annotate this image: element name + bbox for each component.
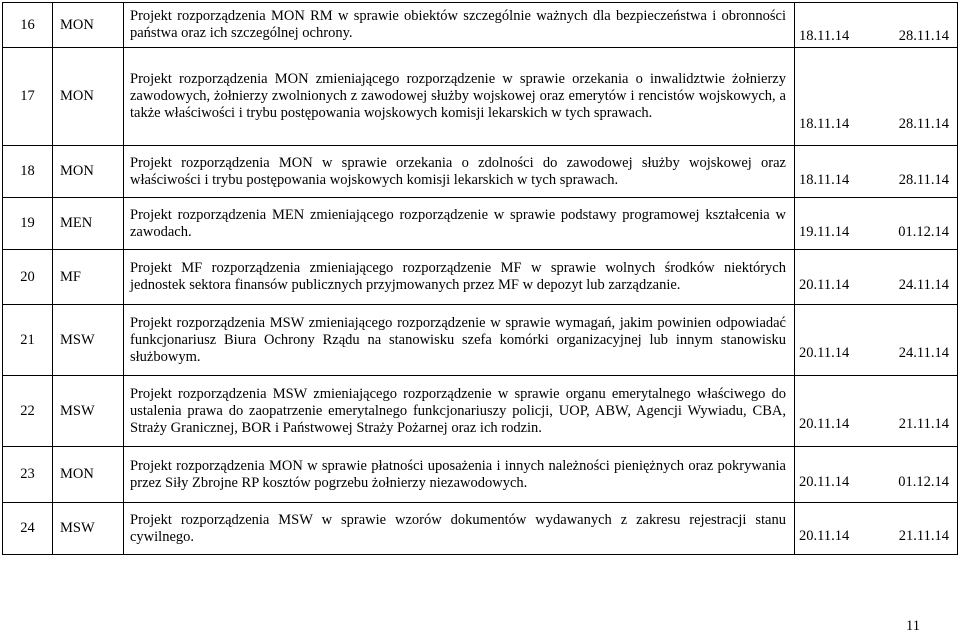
row-date-from: 20.11.14 xyxy=(799,528,850,544)
table-row xyxy=(3,447,958,503)
row-dates-cell xyxy=(795,48,958,146)
row-dates-cell xyxy=(795,3,958,48)
row-number: 22 xyxy=(3,376,53,447)
table-row xyxy=(3,48,958,146)
row-number: 21 xyxy=(3,305,53,376)
row-date-from: 20.11.14 xyxy=(799,474,850,490)
row-institution: MEN xyxy=(53,198,124,250)
row-date-to: 28.11.14 xyxy=(898,116,949,132)
row-description: Projekt rozporządzenia MSW w sprawie wzorów dokumentów wydawanych z zakresu rejestracji stanu cywilnego. xyxy=(130,511,786,545)
row-institution: MSW xyxy=(53,305,124,376)
row-date-from: 20.11.14 xyxy=(799,345,850,361)
row-dates-cell xyxy=(795,146,958,198)
row-number: 24 xyxy=(3,503,53,555)
row-number: 20 xyxy=(3,250,53,305)
row-date-to: 24.11.14 xyxy=(898,277,949,293)
row-date-to: 21.11.14 xyxy=(898,528,949,544)
row-institution: MON xyxy=(53,146,124,198)
row-description-cell xyxy=(124,250,795,305)
row-date-from: 18.11.14 xyxy=(799,172,850,188)
row-number: 19 xyxy=(3,198,53,250)
row-number: 17 xyxy=(3,48,53,146)
row-date-from: 19.11.14 xyxy=(799,224,850,240)
table-row xyxy=(3,305,958,376)
row-description: Projekt rozporządzenia MEN zmieniającego rozporządzenie w sprawie podstawy programowej kształcenia w zawodach. xyxy=(130,206,786,240)
table-row xyxy=(3,146,958,198)
row-date-to: 24.11.14 xyxy=(898,345,949,361)
row-institution: MF xyxy=(53,250,124,305)
row-dates-cell xyxy=(795,376,958,447)
row-description: Projekt rozporządzenia MON w sprawie orzekania o zdolności do zawodowej służby wojskowej oraz właściwości i trybu postępowania wojskowych komisji lekarskich w tych sprawach. xyxy=(130,154,786,188)
table-row xyxy=(3,3,958,48)
row-date-to: 28.11.14 xyxy=(898,28,949,44)
row-institution: MON xyxy=(53,48,124,146)
row-description: Projekt rozporządzenia MSW zmieniającego rozporządzenie w sprawie wymagań, jakim powinien odpowiadać funkcjonariusz Biura Ochrony Rządu na stanowisku szefa komórki organizacyjnej lub innym stanowisku służbowym. xyxy=(130,314,786,365)
row-institution: MON xyxy=(53,3,124,48)
table-row xyxy=(3,250,958,305)
row-number: 18 xyxy=(3,146,53,198)
row-dates-cell xyxy=(795,250,958,305)
row-description-cell xyxy=(124,305,795,376)
row-date-from: 18.11.14 xyxy=(799,28,850,44)
row-description-cell xyxy=(124,48,795,146)
row-institution: MSW xyxy=(53,503,124,555)
table-row xyxy=(3,198,958,250)
row-date-to: 28.11.14 xyxy=(898,172,949,188)
row-description: Projekt rozporządzenia MSW zmieniającego rozporządzenie w sprawie organu emerytalnego właściwego do ustalenia prawa do zaopatrzenie emerytalnego funkcjonariuszy policji, UOP, ABW, Agencji Wywiadu, CBA, Straży Granicznej, BOR i Państwowej Straży Pożarnej oraz ich rodzin. xyxy=(130,385,786,436)
row-description-cell xyxy=(124,3,795,48)
row-date-to: 01.12.14 xyxy=(898,474,949,490)
row-dates-cell xyxy=(795,447,958,503)
row-description-cell xyxy=(124,503,795,555)
row-dates-cell xyxy=(795,198,958,250)
row-description: Projekt rozporządzenia MON zmieniającego rozporządzenie w sprawie orzekania o inwalidztwie żołnierzy zawodowych, żołnierzy zwolnionych z zawodowej służby wojskowej oraz emerytów i rencistów wojskowych, a także właściwości i trybu postępowania wojskowych komisji lekarskich w tych sprawach. xyxy=(130,71,786,121)
row-date-to: 01.12.14 xyxy=(898,224,949,240)
row-dates-cell xyxy=(795,305,958,376)
row-institution: MON xyxy=(53,447,124,503)
row-description: Projekt rozporządzenia MON w sprawie płatności uposażenia i innych należności pieniężnych oraz pokrywania przez Siły Zbrojne RP kosztów pogrzebu żołnierzy niezawodowych. xyxy=(130,457,786,491)
row-date-from: 20.11.14 xyxy=(799,277,850,293)
page-number: 11 xyxy=(906,618,920,634)
row-description: Projekt rozporządzenia MON RM w sprawie obiektów szczególnie ważnych dla bezpieczeństwa i obronności państwa oraz ich szczególnej ochrony. xyxy=(130,8,786,41)
row-number: 16 xyxy=(3,3,53,48)
table-row xyxy=(3,503,958,555)
row-description-cell xyxy=(124,146,795,198)
table-row xyxy=(3,376,958,447)
row-date-from: 18.11.14 xyxy=(799,116,850,132)
row-date-from: 20.11.14 xyxy=(799,416,850,432)
row-date-to: 21.11.14 xyxy=(898,416,949,432)
row-description: Projekt MF rozporządzenia zmieniającego rozporządzenie MF w sprawie wolnych środków niektórych jednostek sektora finansów publicznych przyjmowanych przez MF w depozyt lub zarządzanie. xyxy=(130,260,786,293)
row-description-cell xyxy=(124,447,795,503)
row-description-cell xyxy=(124,376,795,447)
row-number: 23 xyxy=(3,447,53,503)
row-description-cell xyxy=(124,198,795,250)
row-dates-cell xyxy=(795,503,958,555)
legislation-table xyxy=(2,2,958,555)
row-institution: MSW xyxy=(53,376,124,447)
